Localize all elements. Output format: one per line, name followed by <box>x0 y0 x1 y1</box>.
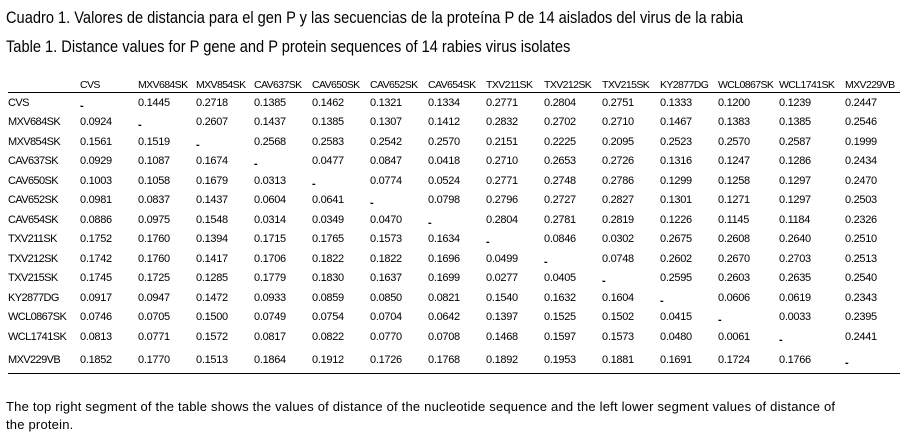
diagonal-cell <box>486 230 544 250</box>
distance-cell: 0.1696 <box>428 252 460 265</box>
column-header: TXV211SK <box>486 73 544 93</box>
distance-cell: 0.1247 <box>718 155 750 168</box>
distance-cell: 0.0771 <box>138 330 170 343</box>
distance-cell: 0.0749 <box>254 311 286 324</box>
distance-cell: 0.2832 <box>486 116 518 129</box>
distance-cell: 0.1003 <box>80 174 112 187</box>
distance-cell: 0.2583 <box>312 135 344 148</box>
distance-cell: 0.0477 <box>312 155 344 168</box>
distance-cell: 0.1285 <box>196 272 228 285</box>
distance-cell: 0.2513 <box>845 252 877 265</box>
distance-cell: 0.0033 <box>779 311 811 324</box>
distance-cell: 0.2608 <box>718 233 750 246</box>
distance-cell: 0.0774 <box>370 174 402 187</box>
distance-cell: 0.1513 <box>196 347 254 374</box>
row-label: TXV215SK <box>8 272 58 285</box>
table-row <box>8 113 900 133</box>
distance-cell: 0.2635 <box>779 272 811 285</box>
diagonal-dash: - <box>544 255 548 268</box>
row-label: CAV652SK <box>8 194 59 207</box>
diagonal-cell <box>254 152 312 172</box>
distance-cell: 0.1765 <box>312 233 344 246</box>
distance-cell: 0.1715 <box>254 233 286 246</box>
distance-cell: 0.0705 <box>138 311 170 324</box>
diagonal-cell <box>845 347 900 374</box>
distance-cell: 0.1881 <box>602 347 660 374</box>
distance-cell: 0.2434 <box>845 155 877 168</box>
distance-cell: 0.1271 <box>718 194 750 207</box>
table-row <box>8 249 900 269</box>
distance-cell: 0.0480 <box>660 330 692 343</box>
diagonal-dash: - <box>718 314 722 327</box>
distance-cell: 0.1397 <box>486 311 518 324</box>
distance-cell: 0.1822 <box>312 252 344 265</box>
column-header: TXV215SK <box>602 73 660 93</box>
row-label: WCL0867SK <box>8 311 67 324</box>
distance-cell: 0.2710 <box>602 116 634 129</box>
distance-cell: 0.1502 <box>602 311 634 324</box>
distance-cell: 0.2326 <box>845 213 877 226</box>
distance-cell: 0.0837 <box>138 194 170 207</box>
distance-cell: 0.2570 <box>718 135 750 148</box>
distance-cell: 0.2441 <box>845 330 877 343</box>
distance-cell: 0.2595 <box>660 272 692 285</box>
diagonal-dash: - <box>602 275 606 288</box>
distance-cell: 0.2727 <box>544 194 576 207</box>
table-row <box>8 327 900 347</box>
distance-cell: 0.0524 <box>428 174 460 187</box>
diagonal-cell <box>544 249 602 269</box>
distance-cell: 0.1852 <box>80 347 138 374</box>
distance-cell: 0.1445 <box>138 96 170 109</box>
diagonal-cell <box>660 288 718 308</box>
distance-cell: 0.0418 <box>428 155 460 168</box>
table-row <box>8 191 900 211</box>
distance-cell: 0.0748 <box>602 252 634 265</box>
distance-cell: 0.2804 <box>486 213 518 226</box>
table-row <box>8 210 900 230</box>
distance-cell: 0.1604 <box>602 291 634 304</box>
distance-cell: 0.0754 <box>312 311 344 324</box>
distance-cell: 0.0847 <box>370 155 402 168</box>
distance-cell: 0.2395 <box>845 311 877 324</box>
distance-cell: 0.2726 <box>602 155 634 168</box>
distance-cell: 0.0708 <box>428 330 460 343</box>
distance-cell: 0.1760 <box>138 252 170 265</box>
table-row <box>8 347 900 374</box>
distance-cell: 0.1437 <box>254 116 286 129</box>
distance-cell: 0.1297 <box>779 194 811 207</box>
distance-table <box>8 73 900 374</box>
distance-cell: 0.1258 <box>718 174 750 187</box>
row-label: CAV637SK <box>8 155 59 168</box>
column-header: MXV229VB <box>845 73 900 93</box>
distance-cell: 0.1299 <box>660 174 692 187</box>
row-label: TXV212SK <box>8 252 58 265</box>
distance-cell: 0.0061 <box>718 330 750 343</box>
distance-cell: 0.1830 <box>312 272 344 285</box>
distance-cell: 0.0770 <box>370 330 402 343</box>
distance-cell: 0.2151 <box>486 135 518 148</box>
diagonal-dash: - <box>370 197 374 210</box>
column-header: WCL1741SK <box>779 73 845 93</box>
distance-cell: 0.1468 <box>486 330 518 343</box>
distance-cell: 0.1573 <box>370 233 402 246</box>
column-header: CVS <box>80 73 138 93</box>
distance-cell: 0.0746 <box>80 311 112 324</box>
column-header: TXV212SK <box>544 73 602 93</box>
distance-cell: 0.0641 <box>312 194 344 207</box>
column-header: MXV854SK <box>196 73 254 93</box>
diagonal-cell <box>602 269 660 289</box>
column-header: KY2877DG <box>660 73 718 93</box>
distance-cell: 0.1770 <box>138 347 196 374</box>
distance-cell: 0.2095 <box>602 135 634 148</box>
distance-cell: 0.1597 <box>544 330 576 343</box>
distance-cell: 0.2523 <box>660 135 692 148</box>
diagonal-cell <box>196 132 254 152</box>
distance-cell: 0.0704 <box>370 311 402 324</box>
distance-cell: 0.0405 <box>544 272 576 285</box>
diagonal-cell <box>779 327 845 347</box>
distance-cell: 0.1394 <box>196 233 228 246</box>
distance-cell: 0.1437 <box>196 194 228 207</box>
distance-cell: 0.1316 <box>660 155 692 168</box>
distance-cell: 0.1525 <box>544 311 576 324</box>
distance-cell: 0.0850 <box>370 291 402 304</box>
distance-cell: 0.2653 <box>544 155 576 168</box>
row-label: KY2877DG <box>8 291 59 304</box>
diagonal-cell <box>370 191 428 211</box>
distance-cell: 0.1145 <box>718 213 750 226</box>
distance-cell: 0.0886 <box>80 213 112 226</box>
distance-cell: 0.0846 <box>544 233 576 246</box>
distance-cell: 0.1301 <box>660 194 692 207</box>
distance-cell: 0.1385 <box>312 116 344 129</box>
distance-cell: 0.1412 <box>428 116 460 129</box>
distance-cell: 0.1706 <box>254 252 286 265</box>
distance-cell: 0.2718 <box>196 96 228 109</box>
distance-cell: 0.1226 <box>660 213 692 226</box>
distance-cell: 0.0604 <box>254 194 286 207</box>
distance-cell: 0.1691 <box>660 347 718 374</box>
distance-cell: 0.1519 <box>138 135 170 148</box>
distance-cell: 0.2710 <box>486 155 518 168</box>
distance-cell: 0.0859 <box>312 291 344 304</box>
distance-cell: 0.1307 <box>370 116 402 129</box>
distance-cell: 0.1321 <box>370 96 402 109</box>
distance-cell: 0.1768 <box>428 347 486 374</box>
distance-cell: 0.0302 <box>602 233 634 246</box>
distance-cell: 0.1679 <box>196 174 228 187</box>
distance-cell: 0.1726 <box>370 347 428 374</box>
column-header: WCL0867SK <box>718 73 779 93</box>
diagonal-cell <box>428 210 486 230</box>
distance-cell: 0.2587 <box>779 135 811 148</box>
distance-cell: 0.2670 <box>718 252 750 265</box>
diagonal-dash: - <box>660 294 664 307</box>
table-title-english: Table 1. Distance values for P gene and P protein sequences of 14 rabies virus isolates <box>6 37 571 56</box>
diagonal-dash: - <box>80 99 84 112</box>
distance-cell: 0.2447 <box>845 96 877 109</box>
distance-cell: 0.1760 <box>138 233 170 246</box>
diagonal-cell <box>312 171 370 191</box>
distance-cell: 0.0642 <box>428 311 460 324</box>
column-header: CAV654SK <box>428 73 486 93</box>
diagonal-cell <box>718 308 779 328</box>
column-header: CAV652SK <box>370 73 428 93</box>
row-label: MXV854SK <box>8 135 61 148</box>
distance-cell: 0.1297 <box>779 174 811 187</box>
distance-cell: 0.1548 <box>196 213 228 226</box>
row-label: MXV684SK <box>8 116 61 129</box>
distance-cell: 0.2225 <box>544 135 576 148</box>
distance-cell: 0.1632 <box>544 291 576 304</box>
distance-cell: 0.0470 <box>370 213 402 226</box>
distance-cell: 0.0277 <box>486 272 518 285</box>
diagonal-dash: - <box>845 356 849 369</box>
row-label: CAV654SK <box>8 213 59 226</box>
distance-cell: 0.0619 <box>779 291 811 304</box>
distance-cell: 0.0817 <box>254 330 286 343</box>
diagonal-dash: - <box>254 158 258 171</box>
distance-cell: 0.0947 <box>138 291 170 304</box>
distance-cell: 0.2503 <box>845 194 877 207</box>
distance-cell: 0.2603 <box>718 272 750 285</box>
distance-cell: 0.2343 <box>845 291 877 304</box>
distance-cell: 0.0821 <box>428 291 460 304</box>
diagonal-cell <box>80 93 138 113</box>
table-row <box>8 230 900 250</box>
distance-cell: 0.1334 <box>428 96 460 109</box>
distance-cell: 0.1674 <box>196 155 228 168</box>
distance-cell: 0.2540 <box>845 272 877 285</box>
table-footnote: The top right segment of the table shows the values of distance of the nucleotide sequence and the left lower segment values of distance of the protein. <box>6 399 836 432</box>
header-corner <box>8 73 80 93</box>
distance-cell: 0.2781 <box>544 213 576 226</box>
distance-cell: 0.0822 <box>312 330 344 343</box>
distance-cell: 0.1561 <box>80 135 112 148</box>
distance-cell: 0.2568 <box>254 135 286 148</box>
diagonal-dash: - <box>138 119 142 132</box>
distance-cell: 0.0981 <box>80 194 112 207</box>
distance-cell: 0.1200 <box>718 96 750 109</box>
distance-cell: 0.1779 <box>254 272 286 285</box>
distance-cell: 0.1573 <box>602 330 634 343</box>
distance-cell: 0.1540 <box>486 291 518 304</box>
distance-cell: 0.1467 <box>660 116 692 129</box>
diagonal-dash: - <box>779 333 783 346</box>
distance-cell: 0.1385 <box>779 116 811 129</box>
column-header: CAV650SK <box>312 73 370 93</box>
distance-cell: 0.1724 <box>718 347 779 374</box>
column-header: MXV684SK <box>138 73 196 93</box>
distance-cell: 0.2819 <box>602 213 634 226</box>
table-row <box>8 171 900 191</box>
distance-cell: 0.2542 <box>370 135 402 148</box>
distance-cell: 0.0917 <box>80 291 112 304</box>
distance-cell: 0.0813 <box>80 330 112 343</box>
distance-cell: 0.1637 <box>370 272 402 285</box>
distance-cell: 0.2748 <box>544 174 576 187</box>
distance-cell: 0.2602 <box>660 252 692 265</box>
distance-cell: 0.0314 <box>254 213 286 226</box>
row-label: WCL1741SK <box>8 330 67 343</box>
row-label: CAV650SK <box>8 174 59 187</box>
distance-cell: 0.1752 <box>80 233 112 246</box>
table-title-spanish: Cuadro 1. Valores de distancia para el gen P y las secuencias de la proteína P de 14 aislados del virus de la rabia <box>6 8 744 27</box>
diagonal-dash: - <box>312 177 316 190</box>
distance-cell: 0.0975 <box>138 213 170 226</box>
distance-cell: 0.1725 <box>138 272 170 285</box>
header-row <box>8 73 900 93</box>
distance-cell: 0.2786 <box>602 174 634 187</box>
distance-cell: 0.1634 <box>428 233 460 246</box>
distance-cell: 0.2771 <box>486 96 518 109</box>
table-row <box>8 132 900 152</box>
distance-cell: 0.0499 <box>486 252 518 265</box>
distance-cell: 0.2640 <box>779 233 811 246</box>
distance-cell: 0.2675 <box>660 233 692 246</box>
distance-cell: 0.1385 <box>254 96 286 109</box>
distance-cell: 0.1953 <box>544 347 602 374</box>
distance-cell: 0.1286 <box>779 155 811 168</box>
column-header: CAV637SK <box>254 73 312 93</box>
distance-cell: 0.0349 <box>312 213 344 226</box>
table-row <box>8 152 900 172</box>
diagonal-cell <box>138 113 196 133</box>
distance-cell: 0.1999 <box>845 135 877 148</box>
table-row <box>8 308 900 328</box>
distance-cell: 0.1699 <box>428 272 460 285</box>
distance-cell: 0.2796 <box>486 194 518 207</box>
table-row <box>8 288 900 308</box>
diagonal-dash: - <box>196 138 200 151</box>
distance-cell: 0.2771 <box>486 174 518 187</box>
distance-cell: 0.2510 <box>845 233 877 246</box>
distance-cell: 0.1239 <box>779 96 811 109</box>
distance-cell: 0.1742 <box>80 252 112 265</box>
table-row <box>8 93 900 113</box>
distance-cell: 0.1572 <box>196 330 228 343</box>
distance-cell: 0.1462 <box>312 96 344 109</box>
row-label: TXV211SK <box>8 233 57 246</box>
distance-cell: 0.1500 <box>196 311 228 324</box>
distance-cell: 0.2751 <box>602 96 634 109</box>
distance-cell: 0.2546 <box>845 116 877 129</box>
row-label: MXV229VB <box>8 347 80 374</box>
distance-cell: 0.1058 <box>138 174 170 187</box>
distance-cell: 0.2827 <box>602 194 634 207</box>
distance-cell: 0.1184 <box>779 213 811 226</box>
distance-cell: 0.1822 <box>370 252 402 265</box>
distance-cell: 0.2702 <box>544 116 576 129</box>
distance-cell: 0.0798 <box>428 194 460 207</box>
distance-cell: 0.0929 <box>80 155 112 168</box>
table-row <box>8 269 900 289</box>
diagonal-dash: - <box>486 236 490 249</box>
distance-cell: 0.2570 <box>428 135 460 148</box>
distance-cell: 0.1087 <box>138 155 170 168</box>
distance-cell: 0.2804 <box>544 96 576 109</box>
distance-cell: 0.0606 <box>718 291 750 304</box>
distance-cell: 0.2607 <box>196 116 228 129</box>
diagonal-dash: - <box>428 216 432 229</box>
distance-cell: 0.2703 <box>779 252 811 265</box>
distance-cell: 0.1912 <box>312 347 370 374</box>
distance-cell: 0.1892 <box>486 347 544 374</box>
distance-cell: 0.1766 <box>779 347 845 374</box>
distance-cell: 0.1417 <box>196 252 228 265</box>
distance-cell: 0.0313 <box>254 174 286 187</box>
row-label: CVS <box>8 96 29 109</box>
distance-cell: 0.1745 <box>80 272 112 285</box>
distance-cell: 0.0415 <box>660 311 692 324</box>
distance-cell: 0.1864 <box>254 347 312 374</box>
distance-cell: 0.1333 <box>660 96 692 109</box>
distance-cell: 0.2470 <box>845 174 877 187</box>
distance-cell: 0.0933 <box>254 291 286 304</box>
distance-cell: 0.1383 <box>718 116 750 129</box>
distance-cell: 0.1472 <box>196 291 228 304</box>
table-body <box>8 93 900 374</box>
distance-cell: 0.0924 <box>80 116 112 129</box>
